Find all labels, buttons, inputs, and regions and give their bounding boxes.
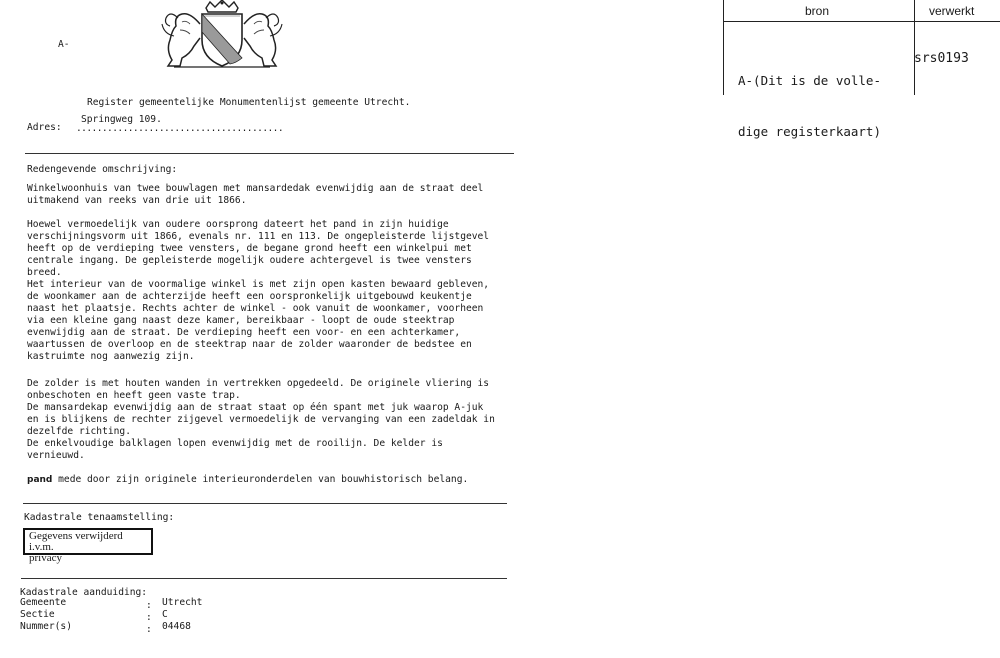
divider-bottom <box>21 578 507 579</box>
designation-value: Utrecht <box>162 597 203 608</box>
text-line: Hoewel vermoedelijk van oudere oorsprong dateert het pand in zijn huidige <box>27 219 449 230</box>
privacy-notice-line2: privacy <box>29 552 62 564</box>
description-heading: Redengevende omschrijving: <box>27 164 178 175</box>
source-cell-line2: dige registerkaart) <box>738 124 881 139</box>
source-cell-line1: A-(Dit is de volle- <box>738 73 881 88</box>
source-metadata-table <box>723 0 1000 139</box>
table-border-mid <box>914 0 915 95</box>
text-line: en is blijkens de rechter zijgevel vermoedelijk de vervanging van een zadeldak in <box>27 414 495 425</box>
closing-bold-word: pand <box>27 475 53 485</box>
source-cell <box>738 38 881 174</box>
text-line: evenwijdig aan de straat. De verdieping heeft een voor- en een achterkamer, <box>27 327 461 338</box>
text-line: verschijningsvorm uit 1866, evenals nr. 111 en 113. De ongepleisterde lijstgevel <box>27 231 490 242</box>
cadastral-designation-heading: Kadastrale aanduiding: <box>20 587 148 598</box>
designation-row-municipality <box>20 597 280 609</box>
address-dotted-line: ........................................ <box>76 123 284 134</box>
designation-row-section <box>20 609 280 621</box>
table-border-left <box>723 0 724 95</box>
text-line: uitmakend van reeks van drie uit 1866. <box>27 195 247 206</box>
closing-sentence: mede door zijn originele interieuronderdelen van bouwhistorisch belang. <box>52 474 469 485</box>
designation-separator: : <box>146 624 152 635</box>
designation-value: 04468 <box>162 621 191 632</box>
text-line: De enkelvoudige balklagen lopen evenwijdig met de rooilijn. De kelder is <box>27 438 443 449</box>
description-closing <box>27 474 468 486</box>
designation-label: Sectie <box>20 609 55 620</box>
text-line: De mansardekap evenwijdig aan de straat staat op één spant met juk waarop A-juk <box>27 402 484 413</box>
text-line: heeft op de verdieping twee vensters, de begane grond heeft een winkelpui met <box>27 243 472 254</box>
utrecht-coat-of-arms-icon <box>160 0 284 70</box>
column-header-processed: verwerkt <box>929 4 975 18</box>
table-header-rule <box>723 21 1000 22</box>
text-line: kastruimte nog aanwezig zijn. <box>27 351 195 362</box>
text-line: centrale ingang. De gepleisterde mogelijk oudere achtergevel is twee vensters <box>27 255 472 266</box>
divider-top <box>25 153 514 154</box>
address-value: Springweg 109. <box>81 114 162 125</box>
text-line: waartussen de overloop en de steektrap naar de zolder waaronder de bedstee en <box>27 339 472 350</box>
description-paragraph-2 <box>27 219 489 363</box>
designation-label: Gemeente <box>20 597 67 608</box>
page-letter: A- <box>58 39 70 50</box>
address-label: Adres: <box>27 122 62 133</box>
designation-separator: : <box>146 600 152 611</box>
privacy-notice-box <box>23 528 153 564</box>
designation-separator: : <box>146 612 152 623</box>
designation-label: Nummer(s) <box>20 621 72 632</box>
description-paragraph-3 <box>27 378 495 462</box>
text-line: Het interieur van de voormalige winkel is met zijn open kasten bewaard gebleven, <box>27 279 490 290</box>
text-line: de woonkamer aan de achterzijde heeft een oorspronkelijk uitgebouwd keukentje <box>27 291 472 302</box>
privacy-notice-line1: Gegevens verwijderd i.v.m. <box>29 530 123 553</box>
text-line: vernieuwd. <box>27 450 85 461</box>
designation-row-number <box>20 621 280 633</box>
text-line: De zolder is met houten wanden in vertrekken opgedeeld. De originele vliering is <box>27 378 490 389</box>
cadastral-designation-rows <box>20 597 280 633</box>
text-line: Winkelwoonhuis van twee bouwlagen met mansardedak evenwijdig aan de straat deel <box>27 183 484 194</box>
description-paragraph-1 <box>27 183 483 207</box>
text-line: breed. <box>27 267 62 278</box>
register-title: Register gemeentelijke Monumentenlijst gemeente Utrecht. <box>87 97 411 108</box>
column-header-source: bron <box>805 4 830 18</box>
divider-middle <box>23 503 507 504</box>
cadastral-owner-heading: Kadastrale tenaamstelling: <box>24 512 175 523</box>
text-line: onbeschoten en heeft geen vaste trap. <box>27 390 241 401</box>
text-line: dezelfde richting. <box>27 426 131 437</box>
text-line: naast het plaatsje. Rechts achter de winkel - ook vanuit de woonkamer, voorheen <box>27 303 484 314</box>
text-line: via een kleine gang naast deze kamer, bereikbaar - loopt de oude steektrap <box>27 315 455 326</box>
designation-value: C <box>162 609 168 620</box>
processed-code: srs0193 <box>914 51 969 66</box>
